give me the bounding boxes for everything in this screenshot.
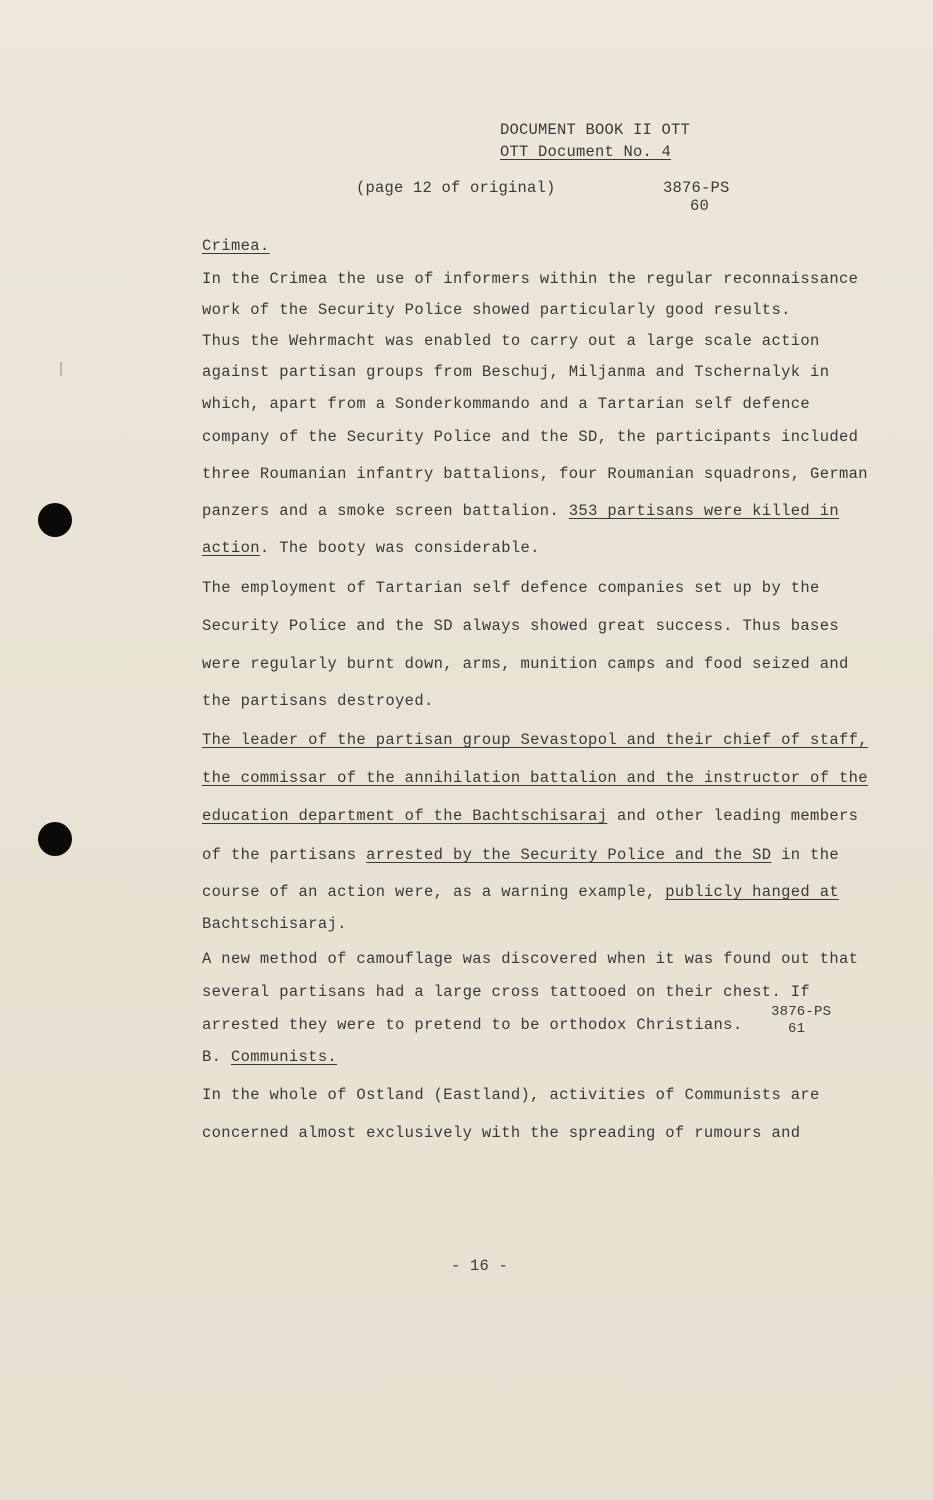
text-line: several partisans had a large cross tattooed on their chest. If: [202, 983, 811, 1001]
text-line: A new method of camouflage was discovered when it was found out that: [202, 950, 859, 968]
margin-mark: [60, 362, 62, 376]
text-line: concerned almost exclusively with the spreading of rumours and: [202, 1124, 801, 1142]
text-segment: course of an action were, as a warning example,: [202, 883, 666, 901]
text-line: arrested they were to pretend to be orthodox Christians.: [202, 1016, 743, 1034]
section-prefix: B.: [202, 1048, 231, 1066]
text-line: The employment of Tartarian self defence companies set up by the: [202, 579, 820, 597]
text-line: [202, 807, 858, 825]
text-line: three Roumanian infantry battalions, four Roumanian squadrons, German: [202, 465, 868, 483]
text-line: Bachtschisaraj.: [202, 915, 347, 933]
text-line: the partisans destroyed.: [202, 692, 434, 710]
text-line: work of the Security Police showed particularly good results.: [202, 301, 791, 319]
text-segment: of the partisans: [202, 846, 367, 864]
text-line: company of the Security Police and the SD, the participants included: [202, 428, 859, 446]
section-heading-communists: [202, 1048, 337, 1066]
text-line: Security Police and the SD always showed great success. Thus bases: [202, 617, 839, 635]
text-line: [202, 502, 839, 520]
margin-reference-code: 3876-PS: [771, 1004, 832, 1020]
text-line: [202, 846, 839, 864]
reference-number: 60: [690, 197, 710, 215]
text-segment: in the: [771, 846, 840, 864]
underlined-text: arrested by the Security Police and the SD: [366, 846, 772, 864]
section-title: Communists.: [230, 1048, 338, 1066]
page-number: - 16 -: [451, 1257, 509, 1275]
text-line: In the whole of Ostland (Eastland), activities of Communists are: [202, 1086, 820, 1104]
underlined-text: 353 partisans were killed in: [568, 502, 840, 520]
text-line: were regularly burnt down, arms, munition camps and food seized and: [202, 655, 849, 673]
reference-code: 3876-PS: [663, 179, 730, 197]
underlined-text: education department of the Bachtschisaraj: [202, 807, 608, 825]
punch-hole-bottom: [38, 822, 72, 856]
text-line: [202, 539, 540, 557]
text-segment: . The booty was considerable.: [259, 539, 540, 557]
text-line: [202, 883, 839, 901]
section-heading-crimea: Crimea.: [202, 237, 270, 255]
document-book-title: DOCUMENT BOOK II OTT: [500, 121, 691, 139]
underlined-text-line: The leader of the partisan group Sevastopol and their chief of staff,: [202, 731, 868, 749]
text-line: against partisan groups from Beschuj, Miljanma and Tschernalyk in: [202, 363, 830, 381]
document-number: OTT Document No. 4: [500, 143, 672, 161]
underlined-text: publicly hanged at: [665, 883, 840, 901]
punch-hole-top: [38, 503, 72, 537]
text-line: which, apart from a Sonderkommando and a Tartarian self defence: [202, 395, 811, 413]
text-line: In the Crimea the use of informers within the regular reconnaissance: [202, 270, 859, 288]
page-of-original: (page 12 of original): [356, 179, 556, 197]
underlined-text: action: [202, 539, 260, 557]
text-segment: panzers and a smoke screen battalion.: [202, 502, 569, 520]
margin-reference-number: 61: [788, 1021, 806, 1037]
text-segment: and other leading members: [607, 807, 859, 825]
underlined-text-line: the commissar of the annihilation battalion and the instructor of the: [202, 769, 868, 787]
text-line: Thus the Wehrmacht was enabled to carry out a large scale action: [202, 332, 820, 350]
